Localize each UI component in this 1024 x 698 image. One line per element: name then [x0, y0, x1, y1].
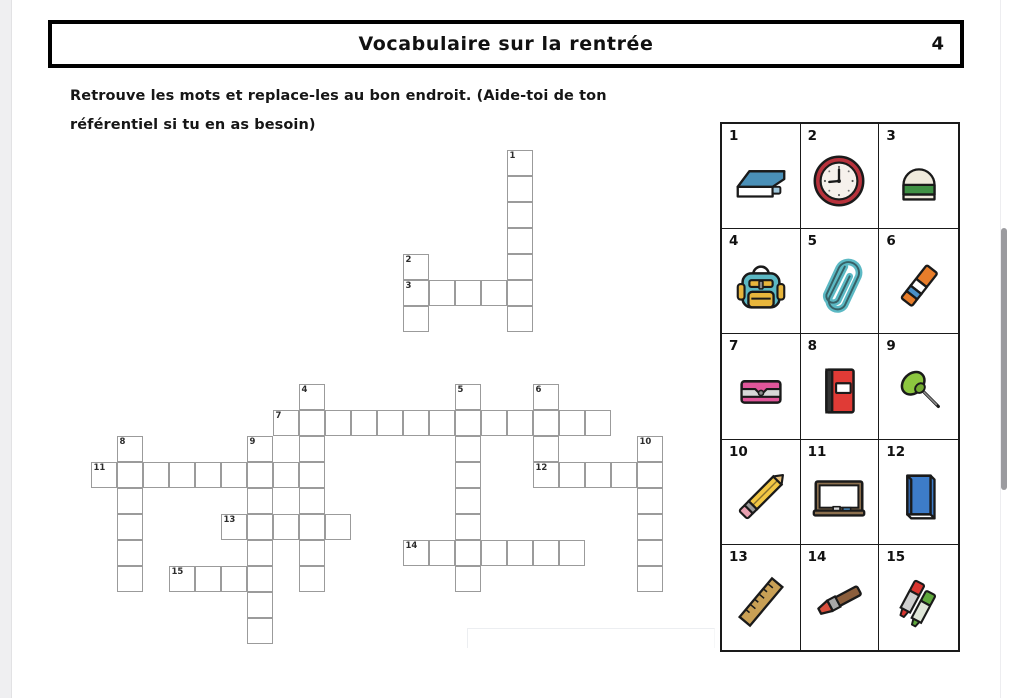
- crossword-cell[interactable]: [221, 566, 247, 592]
- crossword-cell[interactable]: [637, 488, 663, 514]
- picture-clue-grid: [720, 122, 960, 652]
- crossword-cell[interactable]: [221, 514, 247, 540]
- crossword-cell[interactable]: [247, 488, 273, 514]
- crossword-cell[interactable]: [403, 254, 429, 280]
- crossword-cell[interactable]: [507, 306, 533, 332]
- crossword-clue-number: 3: [405, 281, 412, 291]
- picture-clue-cell: [722, 229, 801, 334]
- crossword-cell[interactable]: [455, 280, 481, 306]
- pushpin-icon: [888, 360, 950, 422]
- picture-clue-number: 5: [807, 233, 818, 250]
- crossword-cell[interactable]: [247, 436, 273, 462]
- crossword-cell[interactable]: [247, 540, 273, 566]
- crossword-cell[interactable]: [637, 540, 663, 566]
- crossword-cell[interactable]: [195, 462, 221, 488]
- crossword-cell[interactable]: [637, 462, 663, 488]
- crossword-cell[interactable]: [637, 514, 663, 540]
- crossword-cell[interactable]: [91, 462, 117, 488]
- crossword-cell[interactable]: [247, 618, 273, 644]
- picture-clue-number: 3: [886, 128, 896, 144]
- crossword-cell[interactable]: [143, 462, 169, 488]
- crossword-cell[interactable]: [403, 410, 429, 436]
- crossword-cell[interactable]: [247, 462, 273, 488]
- whiteboard-icon: [808, 466, 870, 528]
- sharpener-icon: [730, 360, 792, 422]
- crossword-cell[interactable]: [299, 436, 325, 462]
- book-icon: [888, 466, 950, 528]
- crossword-clue-number: 15: [171, 567, 184, 577]
- crossword-cell[interactable]: [481, 280, 507, 306]
- crossword-cell[interactable]: [507, 410, 533, 436]
- picture-clue-cell: [801, 440, 880, 545]
- crossword-cell[interactable]: [377, 410, 403, 436]
- crossword-grid: [12, 0, 712, 698]
- crossword-cell[interactable]: [559, 410, 585, 436]
- picture-clue-number: 15: [886, 548, 906, 565]
- crossword-cell[interactable]: [455, 410, 481, 436]
- crossword-cell[interactable]: [507, 540, 533, 566]
- crossword-cell[interactable]: [299, 462, 325, 488]
- crossword-cell[interactable]: [455, 384, 481, 410]
- crossword-cell[interactable]: [585, 462, 611, 488]
- crossword-cell[interactable]: [637, 436, 663, 462]
- crossword-cell[interactable]: [195, 566, 221, 592]
- crossword-clue-number: 9: [249, 437, 256, 447]
- crossword-cell[interactable]: [507, 150, 533, 176]
- answer-line-box: [467, 628, 715, 648]
- clock-icon: [808, 150, 870, 212]
- markers-icon: [888, 571, 950, 633]
- picture-clue-number: 4: [729, 233, 739, 250]
- crossword-cell[interactable]: [455, 462, 481, 488]
- crossword-cell[interactable]: [247, 592, 273, 618]
- scrollbar-thumb[interactable]: [1001, 228, 1007, 490]
- crossword-cell[interactable]: [507, 280, 533, 306]
- picture-clue-number: 14: [807, 548, 827, 565]
- crossword-cell[interactable]: [299, 410, 325, 436]
- crossword-cell[interactable]: [325, 514, 351, 540]
- crossword-cell[interactable]: [403, 280, 429, 306]
- picture-clue-number: 12: [886, 443, 906, 460]
- crossword-cell[interactable]: [455, 566, 481, 592]
- vertical-scrollbar[interactable]: [1008, 0, 1016, 698]
- picture-clue-number: 13: [729, 548, 748, 565]
- picture-clue-cell: [879, 124, 958, 229]
- crossword-cell[interactable]: [221, 462, 247, 488]
- crossword-cell[interactable]: [273, 514, 299, 540]
- crossword-cell[interactable]: [455, 540, 481, 566]
- crossword-cell[interactable]: [351, 410, 377, 436]
- crossword-clue-number: 10: [639, 437, 652, 447]
- backpack-icon: [730, 255, 792, 317]
- picture-clue-cell: [879, 229, 958, 334]
- crossword-clue-number: 6: [535, 385, 542, 395]
- crossword-clue-number: 8: [119, 437, 126, 447]
- pencil-case-icon: [730, 150, 792, 212]
- crossword-cell[interactable]: [117, 514, 143, 540]
- picture-clue-cell: [801, 229, 880, 334]
- crossword-clue-number: 2: [405, 255, 412, 265]
- crossword-cell[interactable]: [455, 436, 481, 462]
- crossword-cell[interactable]: [585, 410, 611, 436]
- crossword-cell[interactable]: [273, 410, 299, 436]
- crossword-clue-number: 7: [275, 411, 282, 421]
- crossword-cell[interactable]: [637, 566, 663, 592]
- crossword-cell[interactable]: [117, 488, 143, 514]
- crossword-cell[interactable]: [299, 540, 325, 566]
- picture-clue-cell: [722, 334, 801, 439]
- crossword-cell[interactable]: [507, 202, 533, 228]
- crossword-cell[interactable]: [325, 410, 351, 436]
- crossword-cell[interactable]: [117, 540, 143, 566]
- picture-clue-number: 9: [886, 338, 896, 355]
- crossword-cell[interactable]: [169, 462, 195, 488]
- picture-clue-cell: [879, 545, 958, 650]
- paintbrush-icon: [808, 571, 870, 633]
- picture-clue-cell: [801, 545, 880, 650]
- crossword-cell[interactable]: [273, 462, 299, 488]
- picture-clue-number: 8: [807, 338, 818, 355]
- picture-clue-cell: [722, 124, 801, 229]
- crossword-cell[interactable]: [611, 462, 637, 488]
- page-title: Vocabulaire sur la rentrée: [358, 33, 654, 55]
- crossword-cell[interactable]: [533, 410, 559, 436]
- picture-clue-cell: [801, 124, 880, 229]
- instructions-line-1: Retrouve les mots et replace-les au bon endroit. (Aide-toi de ton: [70, 88, 607, 104]
- crossword-cell[interactable]: [533, 540, 559, 566]
- instructions-line-2: référentiel si tu en as besoin): [70, 117, 316, 133]
- crossword-cell[interactable]: [429, 540, 455, 566]
- left-gutter: [0, 0, 12, 698]
- crossword-clue-number: 11: [93, 463, 106, 473]
- crossword-cell[interactable]: [299, 488, 325, 514]
- crossword-cell[interactable]: [533, 436, 559, 462]
- crossword-cell[interactable]: [559, 540, 585, 566]
- crossword-clue-number: 4: [301, 385, 308, 395]
- worksheet-page: [12, 0, 1000, 698]
- crossword-cell[interactable]: [481, 540, 507, 566]
- crossword-clue-number: 5: [457, 385, 464, 395]
- crossword-clue-number: 1: [509, 151, 516, 161]
- crossword-cell[interactable]: [507, 176, 533, 202]
- crossword-cell[interactable]: [559, 462, 585, 488]
- crossword-cell[interactable]: [481, 410, 507, 436]
- crossword-cell[interactable]: [507, 254, 533, 280]
- crossword-cell[interactable]: [117, 462, 143, 488]
- crossword-cell[interactable]: [403, 306, 429, 332]
- crossword-cell[interactable]: [247, 514, 273, 540]
- ruler-icon: [730, 571, 792, 633]
- picture-clue-cell: [879, 440, 958, 545]
- crossword-cell[interactable]: [429, 410, 455, 436]
- crossword-cell[interactable]: [169, 566, 195, 592]
- picture-clue-number: 6: [886, 233, 896, 250]
- crossword-cell[interactable]: [117, 566, 143, 592]
- crossword-clue-number: 13: [223, 515, 236, 525]
- paperclip-icon: [808, 255, 870, 317]
- pencil-icon: [730, 466, 792, 528]
- crossword-cell[interactable]: [299, 514, 325, 540]
- crossword-cell[interactable]: [455, 514, 481, 540]
- picture-clue-cell: [801, 334, 880, 439]
- crossword-cell[interactable]: [507, 228, 533, 254]
- notebook-icon: [808, 360, 870, 422]
- eraser-icon: [888, 150, 950, 212]
- crossword-cell[interactable]: [247, 566, 273, 592]
- picture-clue-number: 2: [807, 128, 818, 144]
- picture-clue-number: 1: [729, 128, 739, 144]
- picture-clue-number: 11: [807, 443, 827, 460]
- crossword-cell[interactable]: [533, 462, 559, 488]
- picture-clue-number: 7: [729, 338, 739, 355]
- crossword-cell[interactable]: [299, 566, 325, 592]
- picture-clue-number: 10: [729, 443, 748, 460]
- picture-clue-cell: [722, 440, 801, 545]
- crossword-clue-number: 12: [535, 463, 548, 473]
- crossword-clue-number: 14: [405, 541, 418, 551]
- page-number: 4: [931, 33, 944, 55]
- crossword-cell[interactable]: [403, 540, 429, 566]
- glue-stick-icon: [888, 255, 950, 317]
- crossword-cell[interactable]: [455, 488, 481, 514]
- picture-clue-cell: [879, 334, 958, 439]
- crossword-cell[interactable]: [117, 436, 143, 462]
- picture-clue-cell: [722, 545, 801, 650]
- crossword-cell[interactable]: [429, 280, 455, 306]
- crossword-cell[interactable]: [533, 384, 559, 410]
- crossword-cell[interactable]: [299, 384, 325, 410]
